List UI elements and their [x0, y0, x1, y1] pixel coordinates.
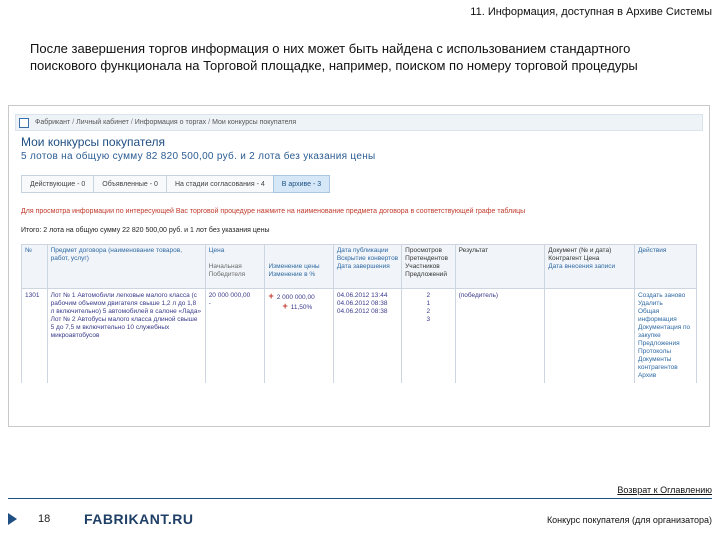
back-to-contents-link[interactable]: Возврат к Оглавлению	[617, 485, 712, 495]
footer-note: Конкурс покупателя (для организатора)	[546, 515, 712, 525]
row-price-change: + 2 000 000,00 + 11,50%	[265, 289, 333, 384]
footer-divider	[8, 498, 712, 499]
row-documents	[545, 289, 635, 384]
row-views: 2 1 2 3	[402, 289, 455, 384]
notice-text: Для просмотра информации по интересующей Вас торговой процедуре нажмите на наименование предмета договора в соответствующей графе таблицы	[21, 208, 526, 215]
table-header-row	[22, 245, 697, 289]
action-documents[interactable]: Документы	[637, 356, 672, 363]
tab-announced[interactable]: Объявленные - 0	[93, 175, 166, 193]
row-num: 1301	[22, 289, 48, 384]
totals-text: Итого: 2 лота на общую сумму 22 820 500,00 руб. и 1 лот без указания цены	[21, 227, 270, 234]
action-documentation[interactable]: Документация по закупке	[637, 324, 691, 339]
col-price-start: Цена Начальная Победителя	[205, 245, 265, 289]
col-num: №	[22, 245, 48, 289]
status-tabs	[21, 175, 330, 193]
tab-archive[interactable]: В архиве - 3	[273, 175, 330, 193]
action-counterparties[interactable]: контрагентов	[637, 364, 678, 371]
col-subject: Предмет договора (наименование товаров, работ, услуг)	[47, 245, 205, 289]
breadcrumb-separator: /	[208, 119, 211, 126]
action-recreate[interactable]: Создать заново	[637, 292, 686, 299]
breadcrumb-item[interactable]: Фабрикант	[35, 119, 71, 126]
page-title: Мои конкурсы покупателя	[21, 135, 166, 149]
col-result: Результат	[455, 245, 545, 289]
page-subtitle: 5 лотов на общую сумму 82 820 500,00 руб. и 2 лота без указания цены	[21, 151, 376, 162]
col-documents: Документ (№ и дата) Контрагент Цена Дата внесения записи	[545, 245, 635, 289]
action-proposals[interactable]: Предложения	[637, 340, 680, 347]
breadcrumb-separator: /	[130, 119, 133, 126]
action-archive[interactable]: Архив	[637, 372, 657, 379]
brand-logo: FABRIKANT.RU	[84, 511, 194, 527]
breadcrumb	[15, 114, 703, 131]
col-views: Просмотров Претендентов Участников Предложений	[402, 245, 455, 289]
tenders-table	[21, 244, 697, 383]
breadcrumb-item[interactable]: Личный кабинет	[76, 119, 129, 126]
plus-icon: +	[268, 291, 274, 301]
breadcrumb-item[interactable]: Информация о торгах	[134, 119, 207, 126]
action-protocols[interactable]: Протоколы	[637, 348, 672, 355]
row-actions	[634, 289, 696, 384]
col-price-change: Изменение цены Изменение в %	[265, 245, 333, 289]
row-price-start: 20 000 000,00 -	[205, 289, 265, 384]
tab-approval[interactable]: На стадии согласования - 4	[166, 175, 273, 193]
row-dates: 04.06.2012 13:44 04.06.2012 08:38 04.06.2012 08:38	[333, 289, 401, 384]
plus-icon: +	[282, 301, 288, 311]
embedded-screenshot	[8, 105, 710, 427]
breadcrumb-separator: /	[72, 119, 75, 126]
intro-text: После завершения торгов информация о них может быть найдена с использованием стандартного поискового функционала на Торговой площадке, например, поиском по номеру торговой процедуры	[30, 41, 638, 73]
tab-active[interactable]: Действующие - 0	[21, 175, 93, 193]
table-row	[22, 289, 697, 384]
col-dates: Дата публикации Вскрытие конвертов Дата завершения	[333, 245, 401, 289]
action-general-info[interactable]: Общая информация	[637, 308, 677, 323]
page-number: 18	[38, 513, 51, 525]
col-actions: Действия	[634, 245, 696, 289]
row-result: (победитель)	[455, 289, 545, 384]
triangle-right-icon[interactable]	[8, 513, 17, 525]
slide-header: 11. Информация, доступная в Архиве Системы	[470, 6, 712, 18]
breadcrumb-item: Мои конкурсы покупателя	[212, 119, 297, 126]
row-subject-link[interactable]: Лот № 1 Автомобили легковые малого класса (с рабочим объемом двигателя свыше 1,2 л до 1,8 л включительно) 5 автомобилей в салоне «Лада» Лот № 2 Автобусы малого класса длиной свыше 5 до 7,5 м включительно 10 служебных микроавтобусов	[47, 289, 205, 384]
action-delete[interactable]: Удалить	[637, 300, 663, 307]
home-icon[interactable]	[19, 118, 29, 128]
